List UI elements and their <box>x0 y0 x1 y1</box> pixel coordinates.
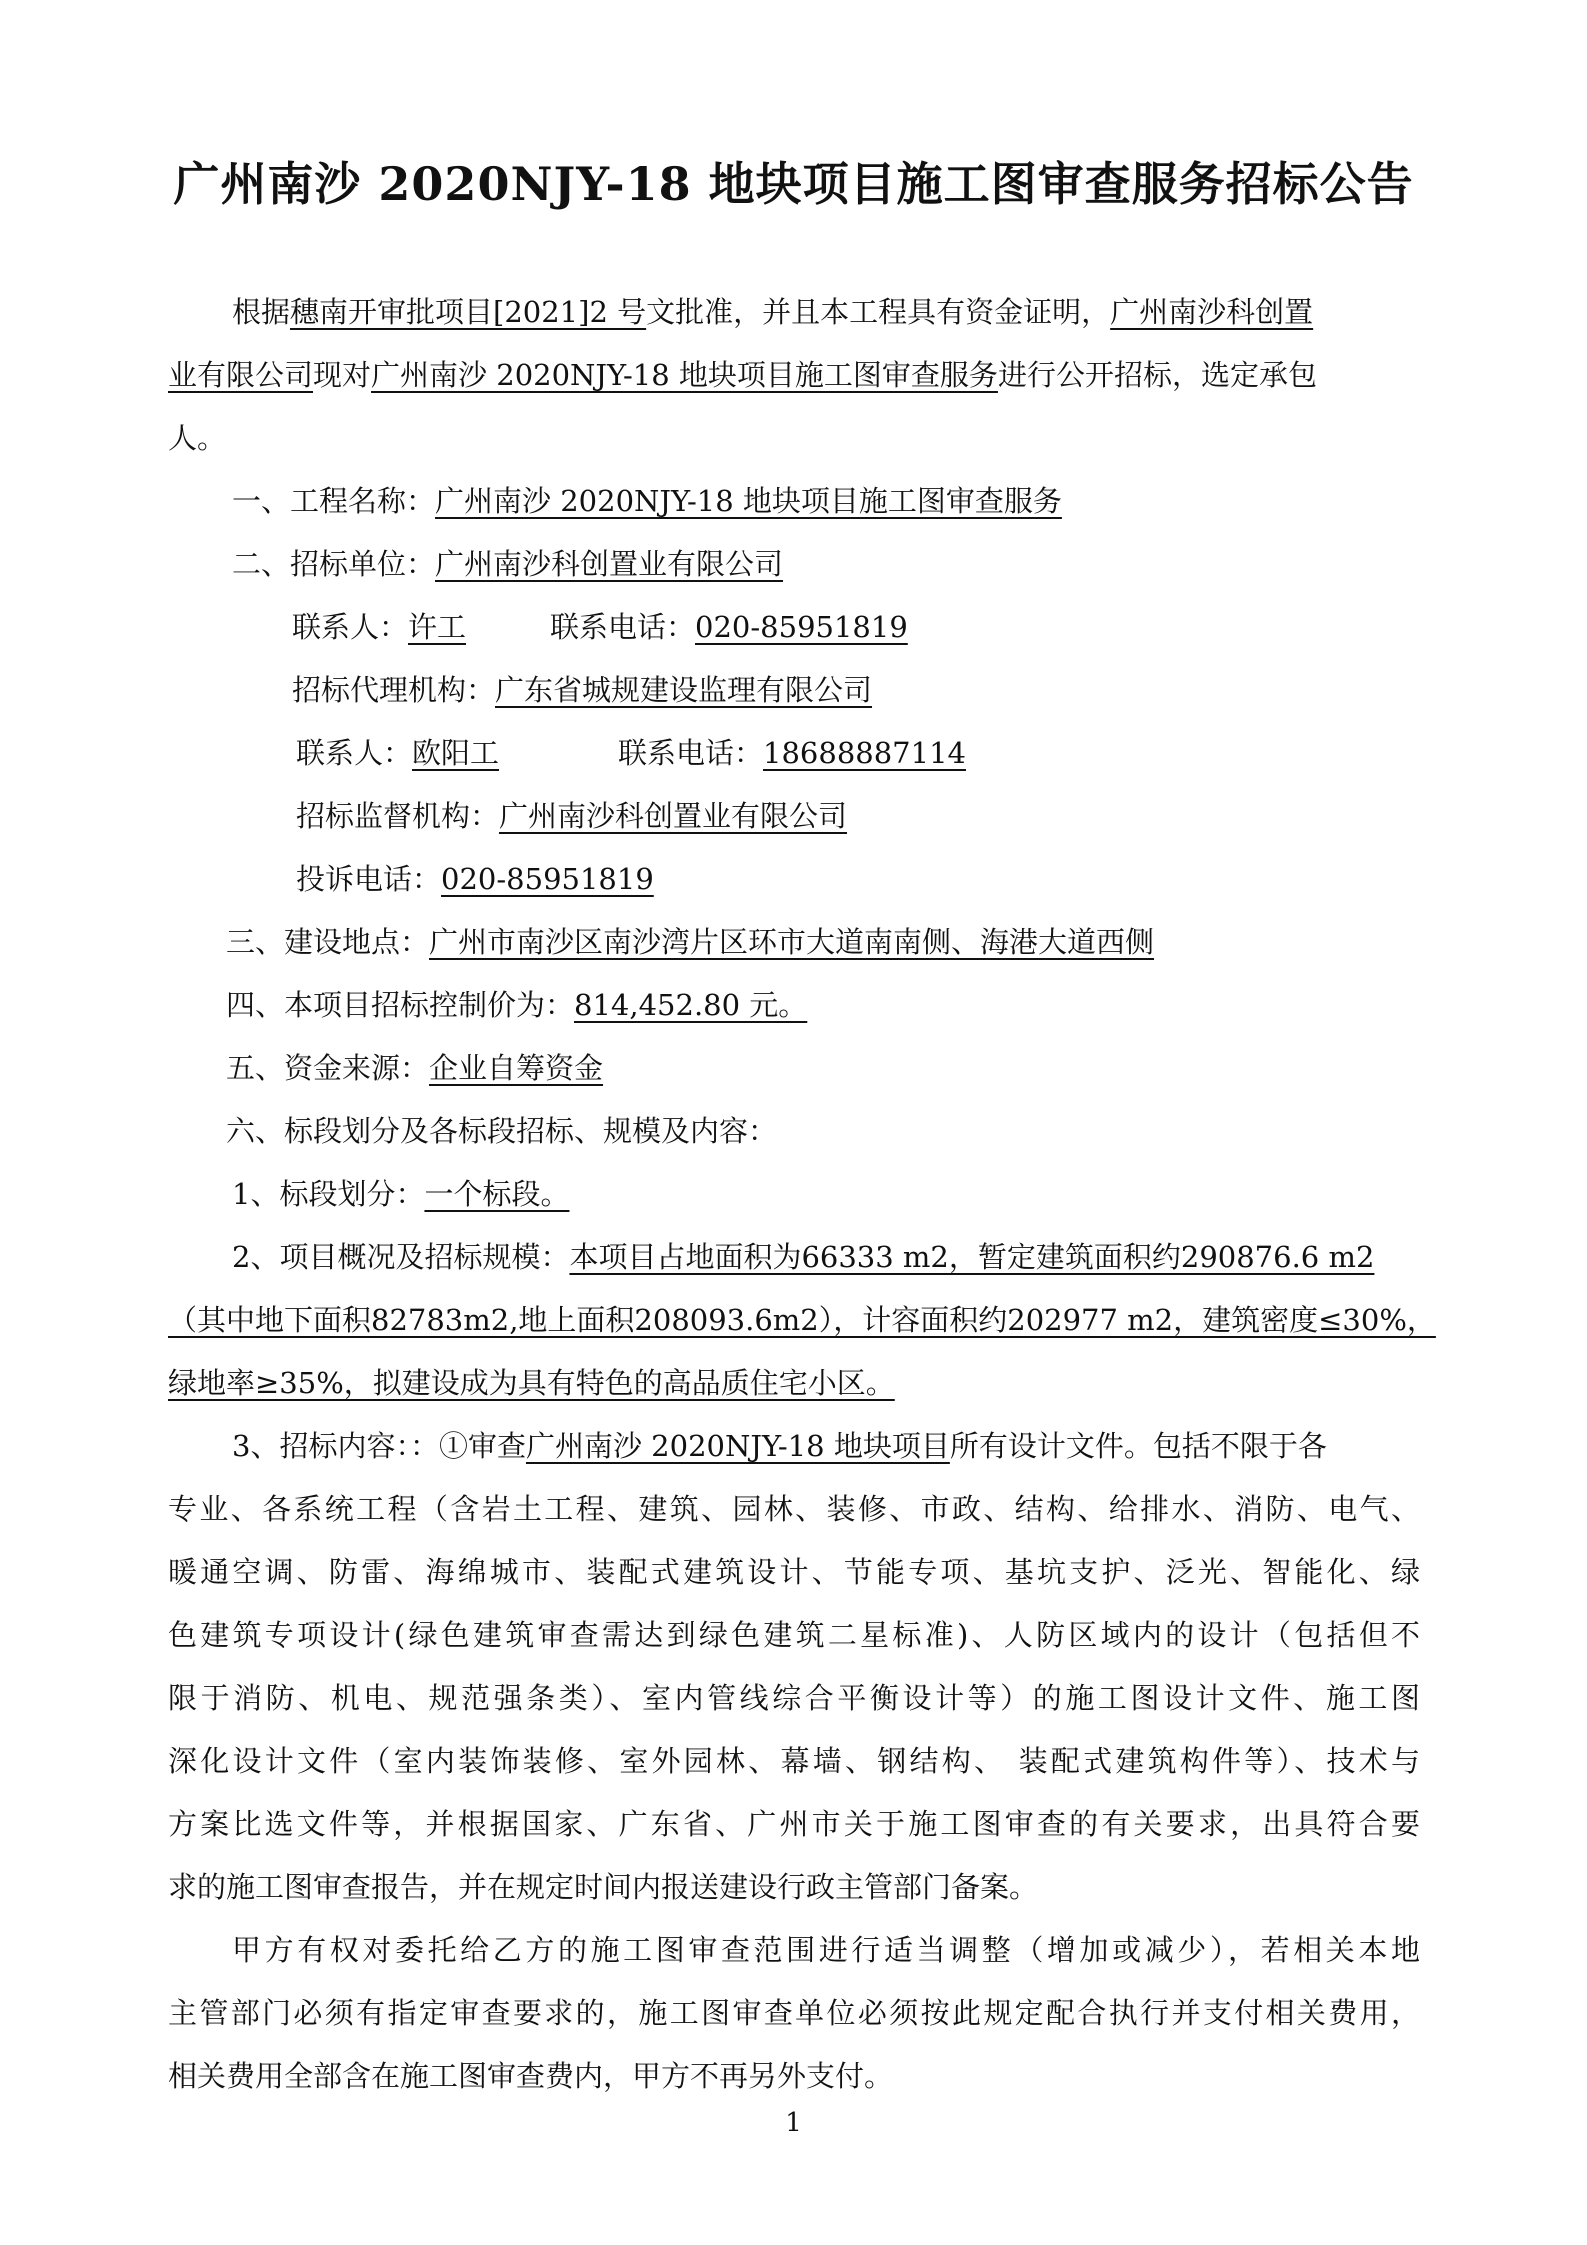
scope-line-8: 求的施工图审查报告，并在规定时间内报送建设行政主管部门备案。 <box>168 1870 1039 1904</box>
section-control-price: 四、本项目招标控制价为：814,452.80 元。 <box>226 988 808 1022</box>
scope-line-2: 专业、各系统工程（含岩土工程、建筑、园林、装修、市政、结构、给排水、消防、电气、 <box>168 1492 1420 1526</box>
section-location: 三、建设地点：广州市南沙区南沙湾片区环市大道南南侧、海港大道西侧 <box>226 925 1155 959</box>
intro-line-3: 人。 <box>168 421 227 455</box>
scope-line-6: 深化设计文件（室内装饰装修、室外园林、幕墙、钢结构、 装配式建筑构件等）、技术与 <box>168 1744 1420 1778</box>
approval-doc: 穗南开审批项目[2021]2 号 <box>290 295 647 329</box>
project-overview-line-2: （其中地下面积82783m2,地上面积208093.6m2），计容面积约202977 m2，建筑密度≤30%， <box>168 1303 1436 1337</box>
closing-line-2: 主管部门必须有指定审查要求的，施工图审查单位必须按此规定配合执行并支付相关费用， <box>168 1996 1420 2030</box>
complaint-phone: 投诉电话：020-85951819 <box>296 862 654 896</box>
tender-agent: 招标代理机构：广东省城规建设监理有限公司 <box>292 673 873 707</box>
tenderer-phone: 联系电话：020-85951819 <box>550 610 908 644</box>
scope-line-7: 方案比选文件等，并根据国家、广东省、广州市关于施工图审查的有关要求，出具符合要 <box>168 1807 1420 1841</box>
tenderer-contact: 联系人：许工 <box>292 610 467 644</box>
section-lots: 六、标段划分及各标段招标、规模及内容： <box>226 1114 778 1148</box>
tender-supervisor: 招标监督机构：广州南沙科创置业有限公司 <box>296 799 848 833</box>
owner-name-part1: 广州南沙科创置 <box>1110 295 1314 329</box>
project-overview-line-3: 绿地率≥35%，拟建设成为具有特色的高品质住宅小区。 <box>168 1366 895 1400</box>
scope-line-4: 色建筑专项设计(绿色建筑审查需达到绿色建筑二星标准)、人防区域内的设计（包括但不 <box>168 1618 1420 1652</box>
project-name: 广州南沙 2020NJY-18 地块项目施工图审查服务 <box>371 358 998 392</box>
page-number: 1 <box>785 2108 802 2138</box>
closing-line-1: 甲方有权对委托给乙方的施工图审查范围进行适当调整（增加或减少），若相关本地 <box>232 1933 1420 1967</box>
section-tenderer: 二、招标单位：广州南沙科创置业有限公司 <box>232 547 784 581</box>
closing-line-3: 相关费用全部含在施工图审查费内，甲方不再另外支付。 <box>168 2059 894 2093</box>
intro-line-1: 根据穗南开审批项目[2021]2 号文批准，并且本工程具有资金证明，广州南沙科创置 <box>232 295 1314 329</box>
scope-line-3: 暖通空调、防雷、海绵城市、装配式建筑设计、节能专项、基坑支护、泛光、智能化、绿 <box>168 1555 1420 1589</box>
owner-name-part2: 业有限公司 <box>168 358 314 392</box>
intro-line-2: 业有限公司现对广州南沙 2020NJY-18 地块项目施工图审查服务进行公开招标，选定承包 <box>168 358 1317 392</box>
section-fund-source: 五、资金来源：企业自筹资金 <box>226 1051 604 1085</box>
section-project-name: 一、工程名称：广州南沙 2020NJY-18 地块项目施工图审查服务 <box>232 484 1062 518</box>
project-overview-line-1: 2、项目概况及招标规模：本项目占地面积为66333 m2，暂定建筑面积约290876.6 m2 <box>232 1240 1375 1274</box>
scope-line-1: 3、招标内容：：①审查广州南沙 2020NJY-18 地块项目所有设计文件。包括不限于各 <box>232 1429 1327 1463</box>
lot-division: 1、标段划分：一个标段。 <box>232 1177 570 1211</box>
agent-phone: 联系电话：18688887114 <box>618 736 966 770</box>
agent-contact: 联系人：欧阳工 <box>296 736 500 770</box>
scope-line-5: 限于消防、机电、规范强条类）、室内管线综合平衡设计等）的施工图设计文件、施工图 <box>168 1681 1420 1715</box>
page-title: 广州南沙 2020NJY-18 地块项目施工图审查服务招标公告 <box>173 157 1414 211</box>
